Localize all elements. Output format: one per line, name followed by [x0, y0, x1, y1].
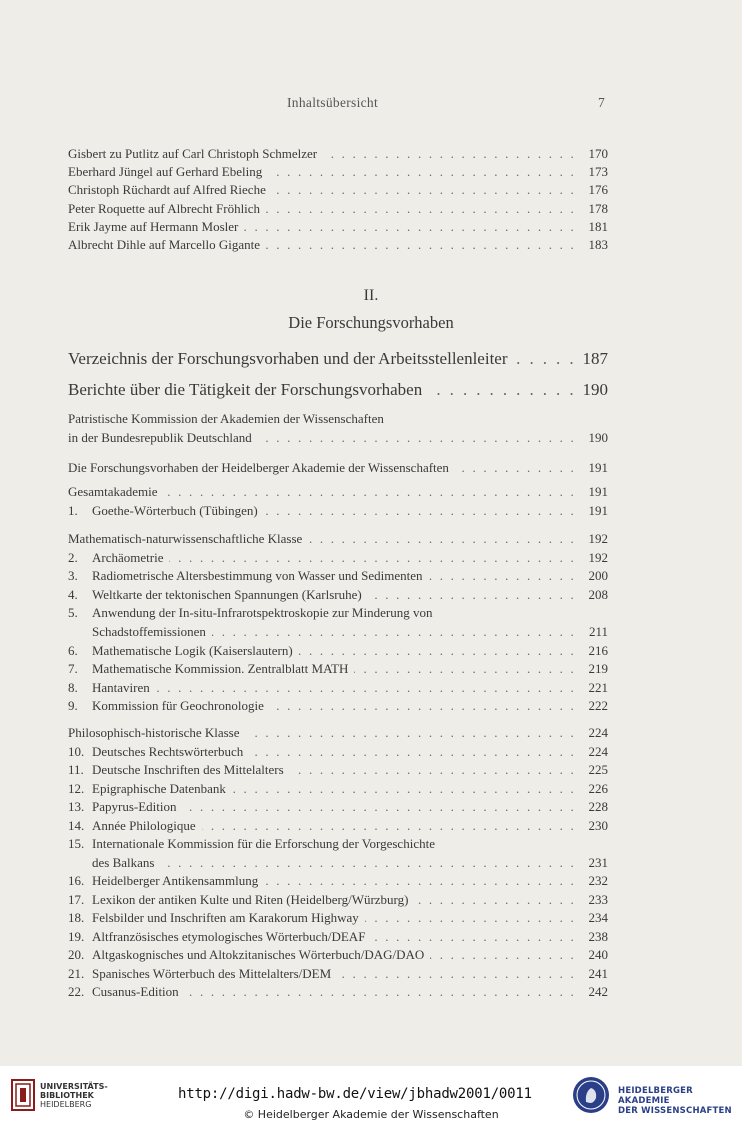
hadw-logo-text [618, 1086, 737, 1116]
toc-entry-page: 178 [580, 200, 608, 218]
toc-entry-text [68, 762, 290, 777]
toc-entry-text [68, 484, 164, 499]
toc-entry-page: 191 [580, 483, 608, 501]
toc-entry-number: 3. [68, 568, 78, 584]
toc-entry-text [68, 380, 428, 399]
toc-entry [68, 502, 608, 520]
hadw-logo[interactable] [572, 1076, 737, 1116]
toc-entry-text [68, 744, 249, 759]
toc-entry-number: 2. [68, 549, 78, 565]
toc-entry-text [68, 836, 441, 851]
toc-entry-number: 20. [68, 947, 85, 962]
toc-entry-title: Schadstoffemissionen [92, 624, 206, 639]
toc-entry-page: 230 [580, 817, 608, 835]
toc-entry-number: 19. [68, 928, 85, 944]
toc-entry [68, 200, 608, 218]
toc-entry [68, 835, 608, 853]
toc-entry-text [68, 680, 156, 695]
toc-entry-page: 191 [580, 459, 608, 477]
toc-entry-title: Weltkarte der tektonischen Spannungen (Karlsruhe) [92, 586, 362, 602]
toc-entry-page: 173 [580, 163, 608, 181]
toc-entry-title: Philosophisch-historische Klasse [68, 725, 240, 740]
toc-entry [68, 410, 608, 428]
toc-entry [68, 623, 608, 641]
toc-entry-page: 192 [580, 530, 608, 548]
toc-entry-page: 192 [580, 549, 608, 567]
toc-entry-number: 15. [68, 836, 85, 851]
ub-logo-line: UNIVERSITÄTS- [40, 1082, 108, 1091]
toc-entry-page: 226 [580, 780, 608, 798]
toc-entry [68, 218, 608, 236]
toc-entry [68, 761, 608, 779]
toc-entry-title: Erik Jayme auf Hermann Mosler [68, 218, 239, 234]
toc-entry-text [68, 587, 368, 602]
toc-entry-text: Patristische Kommission der Akademien der Wissenschaften [68, 411, 390, 426]
toc-entry [68, 743, 608, 761]
toc-entry [68, 145, 608, 163]
toc-entry-text [68, 164, 268, 179]
toc-entry-page: 190 [580, 429, 608, 447]
digital-copy-url-link[interactable]: http://digi.hadw-bw.de/view/jbhadw2001/0011 [178, 1086, 532, 1102]
toc-entry-title: Eberhard Jüngel auf Gerhard Ebeling [68, 164, 263, 180]
hadw-seal-icon [572, 1076, 610, 1114]
toc-entry [68, 928, 608, 946]
toc-entry [68, 429, 608, 447]
toc-entry-text [68, 568, 429, 583]
toc-entry-page: 233 [580, 891, 608, 909]
hadw-logo-line: HEIDELBERGER AKADEMIE [618, 1086, 693, 1106]
toc-entry [68, 530, 608, 548]
toc-entry-page: 181 [580, 218, 608, 236]
toc-entry-title: Berichte über die Tätigkeit der Forschungsvorhaben [68, 380, 423, 399]
toc-entry-title: Felsbilder und Inschriften am Karakorum Highway [92, 910, 359, 925]
toc-entry [68, 697, 608, 715]
toc-entry-page: 241 [580, 965, 608, 983]
toc-entry [68, 549, 608, 567]
toc-entry-page: 176 [580, 181, 608, 199]
ub-logo-line: BIBLIOTHEK [40, 1091, 94, 1100]
toc-entry-title: Gisbert zu Putlitz auf Carl Christoph Schmelzer [68, 146, 318, 161]
toc-entry-text [68, 984, 185, 999]
toc-entry-title: Année Philologique [92, 817, 196, 833]
toc-entry-page: 232 [580, 872, 608, 890]
toc-entry-page: 242 [580, 983, 608, 1001]
toc-entry-title: Cusanus-Edition [92, 984, 179, 999]
toc-entry [68, 909, 608, 927]
toc-entry-page: 238 [580, 928, 608, 946]
toc-entry [68, 946, 608, 964]
toc-entry-text [68, 605, 438, 620]
toc-entry-page: 200 [580, 567, 608, 585]
toc-entry-title: Goethe-Wörterbuch (Tübingen) [92, 502, 258, 518]
toc-entry-title: Archäometrie [92, 549, 164, 565]
toc-entry-title: Kommission für Geochronologie [92, 698, 264, 714]
toc-entry-text [68, 219, 244, 234]
toc-entry-page: 224 [580, 724, 608, 742]
toc-entry-title: Spanisches Wörterbuch des Mittelalters/DEM [92, 965, 332, 981]
toc-entry-page: 190 [580, 378, 608, 402]
toc-entry-title: Lexikon der antiken Kulte und Riten (Heidelberg/Würzburg) [92, 891, 409, 907]
toc-entry-number: 12. [68, 780, 85, 796]
toc-entry [68, 347, 608, 371]
toc-entry-text [68, 624, 212, 639]
toc-entry-number: 21. [68, 965, 85, 981]
toc-entry-page: 231 [580, 854, 608, 872]
toc-entry [68, 965, 608, 983]
toc-entry-text [68, 799, 183, 814]
toc-entry-text [68, 661, 354, 676]
toc-entry-text: in der Bundesrepublik Deutschland [68, 430, 258, 445]
toc-entry-number: 7. [68, 661, 78, 677]
toc-entry-text [68, 855, 160, 870]
toc-entry-text [68, 698, 270, 713]
toc-entry [68, 181, 608, 199]
toc-entry-number: 13. [68, 799, 85, 814]
toc-entry-number: 8. [68, 679, 78, 695]
toc-entry-page: 187 [580, 347, 608, 371]
toc-entry-number: 10. [68, 743, 85, 759]
toc-entry [68, 586, 608, 604]
toc-entry-title: Peter Roquette auf Albrecht Fröhlich [68, 200, 261, 216]
toc-entry-title: Anwendung der In-situ-Infrarotspektroskopie zur Minderung von [92, 605, 433, 621]
toc-entry [68, 872, 608, 890]
toc-entry-page: 228 [580, 798, 608, 816]
toc-entry-page: 208 [580, 586, 608, 604]
toc-entry-text [68, 182, 272, 197]
toc-entry [68, 891, 608, 909]
toc-entry-title: Papyrus-Edition [92, 799, 177, 814]
toc-entry-text [68, 910, 365, 925]
toc-entry-page: 219 [580, 660, 608, 678]
toc-entry-page: 240 [580, 946, 608, 964]
toc-entry-text [68, 201, 266, 216]
running-head [0, 95, 742, 113]
toc-entry-text [68, 781, 232, 796]
section-numeral: II. [363, 287, 379, 304]
toc-entry-title: Christoph Rüchardt auf Alfred Rieche [68, 182, 266, 198]
toc-entry-number: 18. [68, 910, 85, 925]
toc-entry-page: 211 [580, 623, 608, 641]
ub-emblem-icon [10, 1078, 36, 1112]
toc-entry-text [68, 237, 266, 252]
toc-entry [68, 724, 608, 742]
toc-entry-title: Hantaviren [92, 679, 150, 695]
toc-entry-title: Altgaskognisches und Altokzitanisches Wörterbuch/DAG/DAO [92, 947, 425, 962]
toc-entry-title: Mathematische Logik (Kaiserslautern) [92, 642, 293, 658]
toc-entry-page: 234 [580, 909, 608, 927]
toc-entry-text [68, 892, 414, 907]
toc-entry-text [68, 966, 337, 981]
toc-entry [68, 983, 608, 1001]
toc-entry [68, 798, 608, 816]
toc-entry-title: des Balkans [92, 854, 155, 870]
toc-entry-number: 17. [68, 891, 85, 907]
toc-entry-page: 183 [580, 236, 608, 254]
toc-entry-number: 9. [68, 698, 78, 714]
running-head-page-number: 7 [598, 95, 606, 110]
toc-entry-title: Internationale Kommission für die Erforschung der Vorgeschichte [92, 836, 435, 851]
toc-entry-number: 1. [68, 502, 78, 518]
footer-bar [0, 1066, 742, 1126]
toc-entry-page: 225 [580, 761, 608, 779]
toc-entry [68, 854, 608, 872]
toc-entry-number: 22. [68, 984, 85, 999]
toc-entry-text [68, 349, 514, 368]
ub-logo-line: HEIDELBERG [40, 1100, 92, 1109]
toc-entry-text [68, 146, 323, 161]
toc-entry-title: Deutsches Rechtswörterbuch [92, 743, 244, 759]
toc-entry-page: 191 [580, 502, 608, 520]
toc-entry-title: Mathematisch-naturwissenschaftliche Klasse [68, 531, 303, 546]
toc-entry-page: 221 [580, 679, 608, 697]
toc-entry [68, 483, 608, 501]
toc-entry-text [68, 929, 371, 944]
toc-entry-text [68, 873, 264, 888]
running-head-title: Inhaltsübersicht [287, 95, 379, 110]
hadw-logo-line: DER WISSENSCHAFTEN [618, 1106, 732, 1116]
toc-entry [68, 459, 608, 477]
toc-entry-number: 6. [68, 642, 78, 658]
toc-entry-page: 222 [580, 697, 608, 715]
toc-entry-page: 216 [580, 642, 608, 660]
toc-entry [68, 378, 608, 402]
toc-entry [68, 567, 608, 585]
toc-entry-page: 224 [580, 743, 608, 761]
toc-entry [68, 817, 608, 835]
toc-entry-title: Gesamtakademie [68, 484, 158, 499]
toc-entry [68, 236, 608, 254]
toc-entry [68, 604, 608, 622]
toc-entry-text: Die Forschungsvorhaben der Heidelberger Akademie der Wissenschaften [68, 460, 455, 475]
toc-entry [68, 780, 608, 798]
toc-entry-number: 11. [68, 762, 84, 777]
toc-entry [68, 679, 608, 697]
toc-entry [68, 163, 608, 181]
toc-entry-title: Heidelberger Antikensammlung [92, 873, 259, 888]
toc-entry-title: Epigraphische Datenbank [92, 780, 226, 796]
toc-entry-number: 4. [68, 586, 78, 602]
toc-entry-text [68, 503, 264, 518]
toc-entry-text [68, 531, 308, 546]
toc-entry-title: Mathematische Kommission. Zentralblatt MATH [92, 661, 349, 677]
toc-entry-text [68, 818, 202, 833]
toc-entry-title: Altfranzösisches etymologisches Wörterbuch/DEAF [92, 928, 366, 944]
toc-entry-number: 5. [68, 605, 78, 621]
copyright-notice: © Heidelberger Akademie der Wissenschaften [243, 1108, 499, 1121]
toc-entry [68, 660, 608, 678]
toc-entry [68, 642, 608, 660]
toc-entry-text [68, 947, 430, 962]
toc-entry-number: 16. [68, 873, 85, 888]
toc-entry-text [68, 725, 246, 740]
toc-entry-text [68, 550, 169, 565]
toc-entry-number: 14. [68, 817, 85, 833]
toc-entry-text [68, 643, 299, 658]
toc-entry-title: Deutsche Inschriften des Mittelalters [92, 762, 284, 777]
toc-entry-title: Verzeichnis der Forschungsvorhaben und der Arbeitsstellenleiter [68, 349, 508, 368]
ub-logo-text [40, 1082, 108, 1109]
toc-entry-title: Albrecht Dihle auf Marcello Gigante [68, 237, 261, 252]
toc-entry-page: 170 [580, 145, 608, 163]
toc-entry-title: Radiometrische Altersbestimmung von Wasser und Sedimenten [92, 568, 423, 584]
section-title: Die Forschungsvorhaben [288, 313, 454, 332]
